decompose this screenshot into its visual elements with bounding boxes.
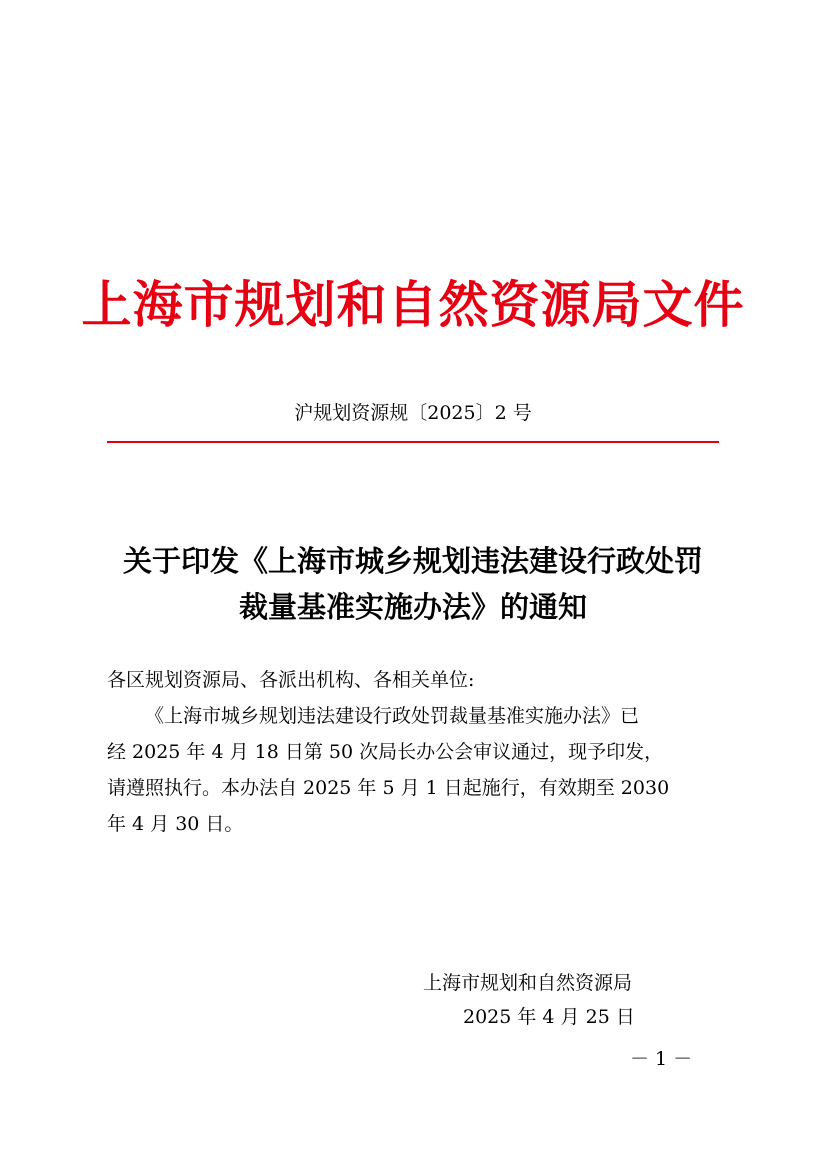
recipients-line: 各区规划资源局、各派出机构、各相关单位:	[107, 669, 475, 691]
notice-body	[107, 698, 719, 842]
notice-title	[95, 538, 731, 630]
body-line-2: 经 2025 年 4 月 18 日第 50 次局长办公会审议通过，现予印发，	[107, 741, 664, 763]
page-number: － 1 －	[630, 1048, 693, 1070]
body-line-4: 年 4 月 30 日。	[107, 813, 244, 835]
notice-title-line-2: 裁量基准实施办法》的通知	[238, 590, 587, 624]
body-line-3: 请遵照执行。本办法自 2025 年 5 月 1 日起施行，有效期至 2030	[107, 777, 670, 799]
document-header-title: 上海市规划和自然资源局文件	[81, 275, 745, 334]
issuing-organization: 上海市规划和自然资源局	[423, 972, 633, 994]
body-line-1: 《上海市城乡规划违法建设行政处罚裁量基准实施办法》已	[145, 705, 640, 727]
issue-date: 2025 年 4 月 25 日	[463, 1006, 635, 1028]
document-number: 沪规划资源规〔2025〕2 号	[294, 402, 532, 424]
notice-title-line-1: 关于印发《上海市城乡规划违法建设行政处罚	[122, 544, 703, 578]
header-red-divider	[107, 441, 719, 443]
